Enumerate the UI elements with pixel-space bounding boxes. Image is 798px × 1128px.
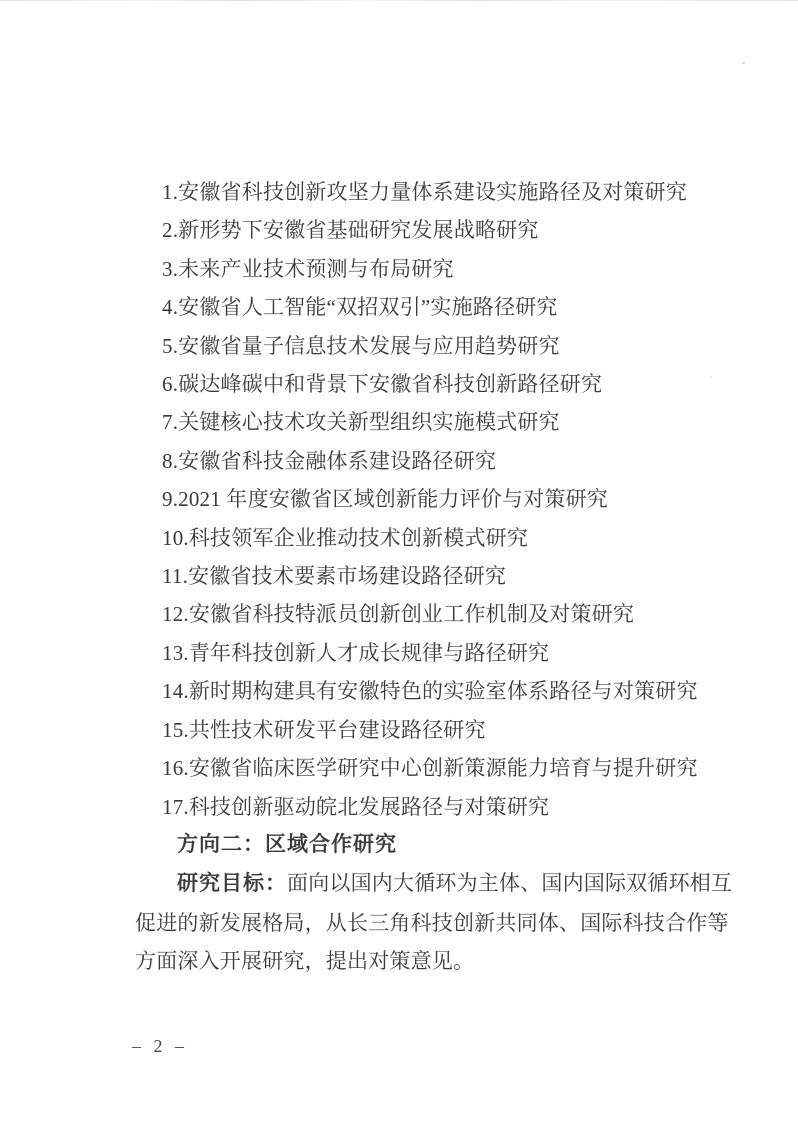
topic-item: 1.安徽省科技创新攻坚力量体系建设实施路径及对策研究: [162, 180, 687, 204]
topic-item: 9.2021 年度安徽省区域创新能力评价与对策研究: [162, 487, 608, 512]
topic-item: 13.青年科技创新人才成长规律与路径研究: [162, 640, 550, 665]
objective-paragraph: [135, 864, 733, 980]
scan-speck: [742, 62, 745, 64]
topic-item: 14.新时期构建具有安徽特色的实验室体系路径与对策研究: [162, 679, 698, 704]
topic-item: 7.关键核心技术攻关新型组织实施模式研究: [162, 410, 560, 435]
topic-item: 5.安徽省量子信息技术发展与应用趋势研究: [162, 333, 560, 358]
objective-label: 研究目标：: [177, 872, 287, 896]
scan-edge-line: [0, 0, 798, 1]
topic-item: 17.科技创新驱动皖北发展路径与对策研究: [162, 794, 550, 819]
topic-item: 3.未来产业技术预测与布局研究: [162, 256, 454, 281]
topic-item: 8.安徽省科技金融体系建设路径研究: [162, 448, 497, 473]
objective-line-2: 促进的新发展格局，从长三角科技创新共同体、国际科技合作等: [135, 910, 729, 935]
section-two-heading: 方向二：区域合作研究: [177, 832, 397, 856]
topic-item: 12.安徽省科技特派员创新创业工作机制及对策研究: [162, 602, 635, 627]
topic-item: 4.安徽省人工智能“双招双引”实施路径研究: [162, 295, 558, 320]
topic-item: 6.碳达峰碳中和背景下安徽省科技创新路径研究: [162, 372, 603, 397]
topic-item: 2.新形势下安徽省基础研究发展战略研究: [162, 218, 539, 243]
topic-item: 10.科技领军企业推动技术创新模式研究: [162, 525, 529, 550]
topic-item: 15.共性技术研发平台建设路径研究: [162, 717, 486, 742]
document-body: [135, 173, 733, 981]
topic-list: [135, 173, 715, 826]
objective-line-1: [177, 864, 733, 903]
objective-line-3: 方面深入开展研究，提出对策意见。: [135, 949, 475, 974]
objective-line-1-text: 面向以国内大循环为主体、国内国际双循环相互: [287, 871, 733, 896]
topic-item: 11.安徽省技术要素市场建设路径研究: [162, 564, 507, 589]
topic-item: 16.安徽省临床医学研究中心创新策源能力培育与提升研究: [162, 756, 698, 781]
page-number: – 2 –: [132, 1036, 188, 1056]
